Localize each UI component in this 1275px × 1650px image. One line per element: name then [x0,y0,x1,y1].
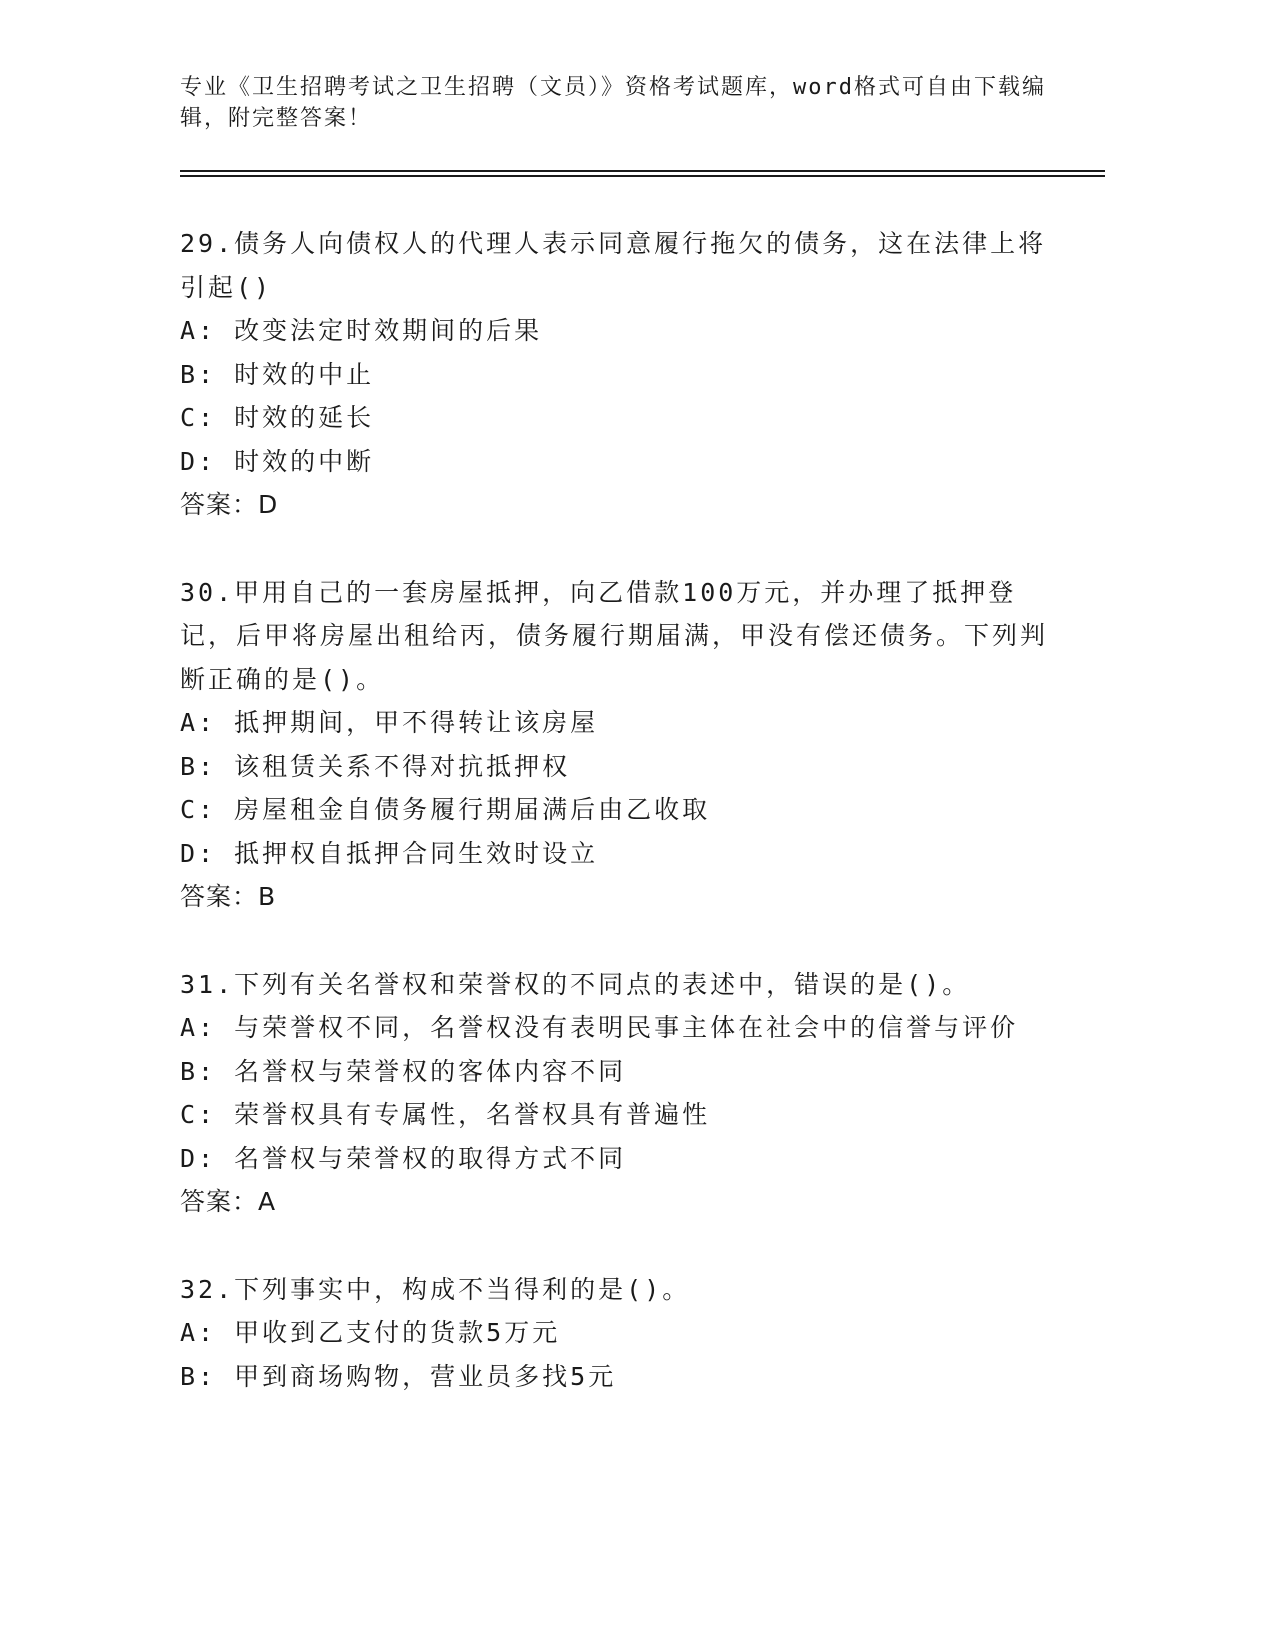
option-d: D: 抵押权自抵押合同生效时设立 [180,838,599,868]
option-a: A: 改变法定时效期间的后果 [180,316,543,345]
option-c: C: 时效的延长 [180,403,375,432]
header-divider-top [180,170,1105,172]
question-stem: 30.甲用自己的一套房屋抵押，向乙借款100万元，并办理了抵押登记，后甲将房屋出租给丙，债务履行期届满，甲没有偿还债务。下列判断正确的是()。 [180,577,1049,694]
answer-line: 答案：B [180,882,277,911]
question-stem: 32.下列事实中，构成不当得利的是()。 [180,1274,691,1304]
option-d: D: 名誉权与荣誉权的取得方式不同 [180,1143,627,1173]
question-stem: 29.债务人向债权人的代理人表示同意履行拖欠的债务，这在法律上将引起() [180,229,1047,302]
document-header-text: 专业《卫生招聘考试之卫生招聘（文员）》资格考试题库，word格式可自由下载编辑，附完整答案！ [180,75,1046,131]
option-a: A: 甲收到乙支付的货款5万元 [180,1318,561,1347]
question-31 [180,963,1060,1224]
option-c: C: 房屋租金自债务履行期届满后由乙收取 [180,795,711,824]
question-30 [180,571,1060,919]
question-list [180,222,1060,1442]
option-b: B: 该租赁关系不得对抗抵押权 [180,751,571,781]
option-b: B: 时效的中止 [180,359,375,389]
option-c: C: 荣誉权具有专属性，名誉权具有普遍性 [180,1100,711,1129]
option-d: D: 时效的中断 [180,446,375,476]
question-stem: 31.下列有关名誉权和荣誉权的不同点的表述中，错误的是()。 [180,969,971,999]
question-32 [180,1268,1060,1399]
option-b: B: 名誉权与荣誉权的客体内容不同 [180,1056,627,1086]
answer-line: 答案：D [180,490,279,519]
option-a: A: 与荣誉权不同，名誉权没有表明民事主体在社会中的信誉与评价 [180,1013,1019,1042]
option-a: A: 抵押期间，甲不得转让该房屋 [180,708,599,737]
answer-line: 答案：A [180,1187,277,1216]
header-divider-bottom [180,175,1105,177]
option-b: B: 甲到商场购物，营业员多找5元 [180,1361,617,1391]
question-29 [180,222,1060,527]
